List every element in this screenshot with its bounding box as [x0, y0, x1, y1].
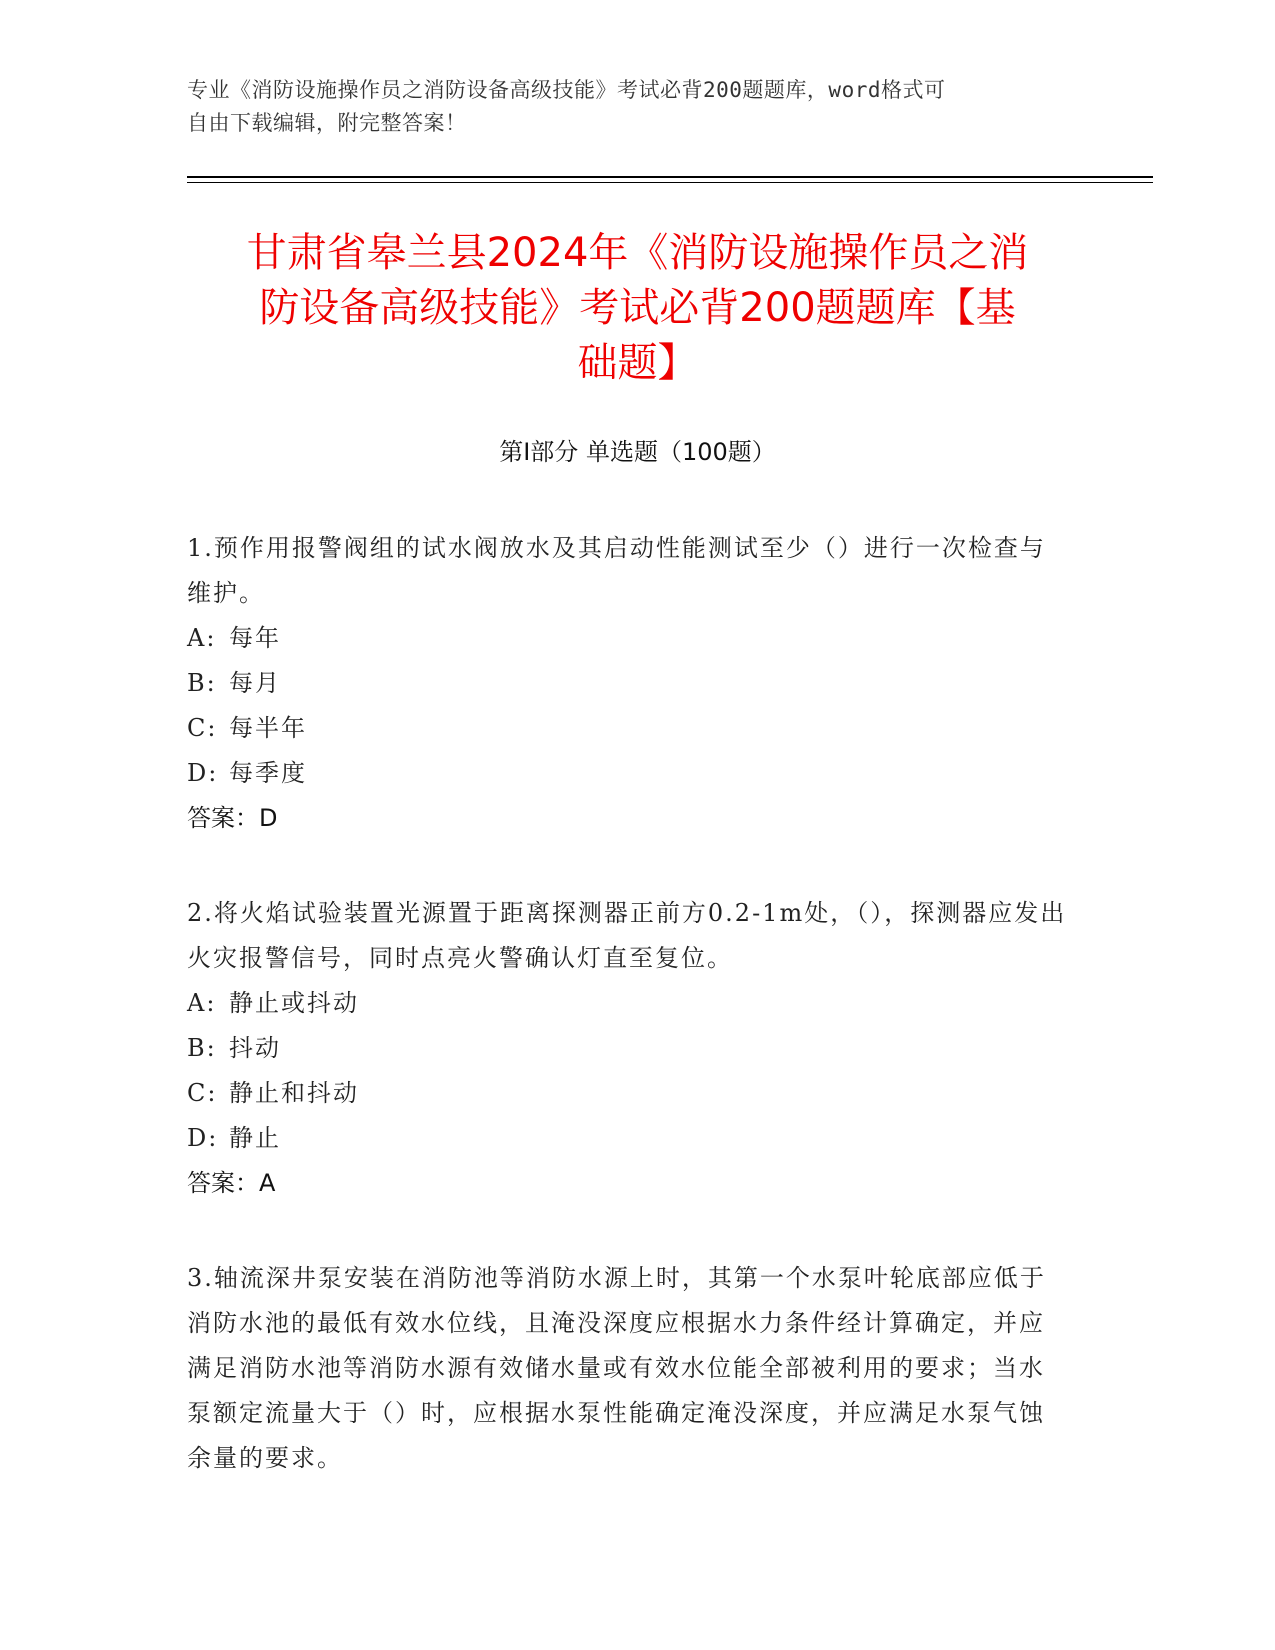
option-key: C:	[187, 1079, 218, 1107]
option-key: A:	[187, 989, 217, 1017]
option-a	[187, 981, 1067, 1026]
question-1	[187, 526, 1067, 841]
header-divider-thick	[187, 176, 1153, 178]
option-text: 每季度	[229, 759, 307, 787]
answer: 答案：A	[187, 1169, 276, 1197]
option-key: A:	[187, 624, 217, 652]
option-key: D:	[187, 1124, 219, 1152]
option-key: B:	[187, 669, 217, 697]
section-heading: 第Ⅰ部分 单选题（100题）	[499, 438, 776, 466]
option-text: 抖动	[229, 1034, 281, 1062]
question-stem: 1.预作用报警阀组的试水阀放水及其启动性能测试至少（）进行一次检查与维护。	[187, 534, 1046, 607]
answer: 答案：D	[187, 804, 278, 832]
header-note-line-2: 自由下载编辑，附完整答案！	[187, 111, 467, 135]
header-note	[187, 74, 1087, 140]
option-key: B:	[187, 1034, 217, 1062]
option-c	[187, 706, 1067, 751]
option-d	[187, 1116, 1067, 1161]
option-key: D:	[187, 759, 219, 787]
option-b	[187, 1026, 1067, 1071]
header-divider-thin	[187, 182, 1153, 183]
option-c	[187, 1071, 1067, 1116]
option-text: 静止和抖动	[229, 1079, 359, 1107]
question-2	[187, 891, 1067, 1206]
option-key: C:	[187, 714, 218, 742]
document-title-line-3: 础题】	[577, 340, 698, 386]
option-d	[187, 751, 1067, 796]
question-stem: 2.将火焰试验装置光源置于距离探测器正前方0.2-1m处，（），探测器应发出火灾报警信号，同时点亮火警确认灯直至复位。	[187, 899, 1067, 972]
document-title	[170, 226, 1105, 391]
option-text: 静止	[229, 1124, 281, 1152]
option-text: 静止或抖动	[229, 989, 359, 1017]
question-stem: 3.轴流深井泵安装在消防池等消防水源上时，其第一个水泵叶轮底部应低于消防水池的最低有效水位线，且淹没深度应根据水力条件经计算确定，并应满足消防水池等消防水源有效储水量或有效水位能全部被利用的要求；当水泵额定流量大于（）时，应根据水泵性能确定淹没深度，并应满足水泵气蚀余量的要求。	[187, 1264, 1046, 1472]
question-3	[187, 1256, 1067, 1481]
option-a	[187, 616, 1067, 661]
option-text: 每月	[229, 669, 281, 697]
option-text: 每年	[229, 624, 281, 652]
option-b	[187, 661, 1067, 706]
document-title-line-2: 防设备高级技能》考试必背200题题库【基	[259, 285, 1016, 331]
question-list	[187, 526, 1067, 1531]
document-title-line-1: 甘肃省皋兰县2024年《消防设施操作员之消	[246, 230, 1029, 276]
option-text: 每半年	[229, 714, 307, 742]
header-note-line-1: 专业《消防设施操作员之消防设备高级技能》考试必背200题题库，word格式可	[187, 78, 946, 102]
